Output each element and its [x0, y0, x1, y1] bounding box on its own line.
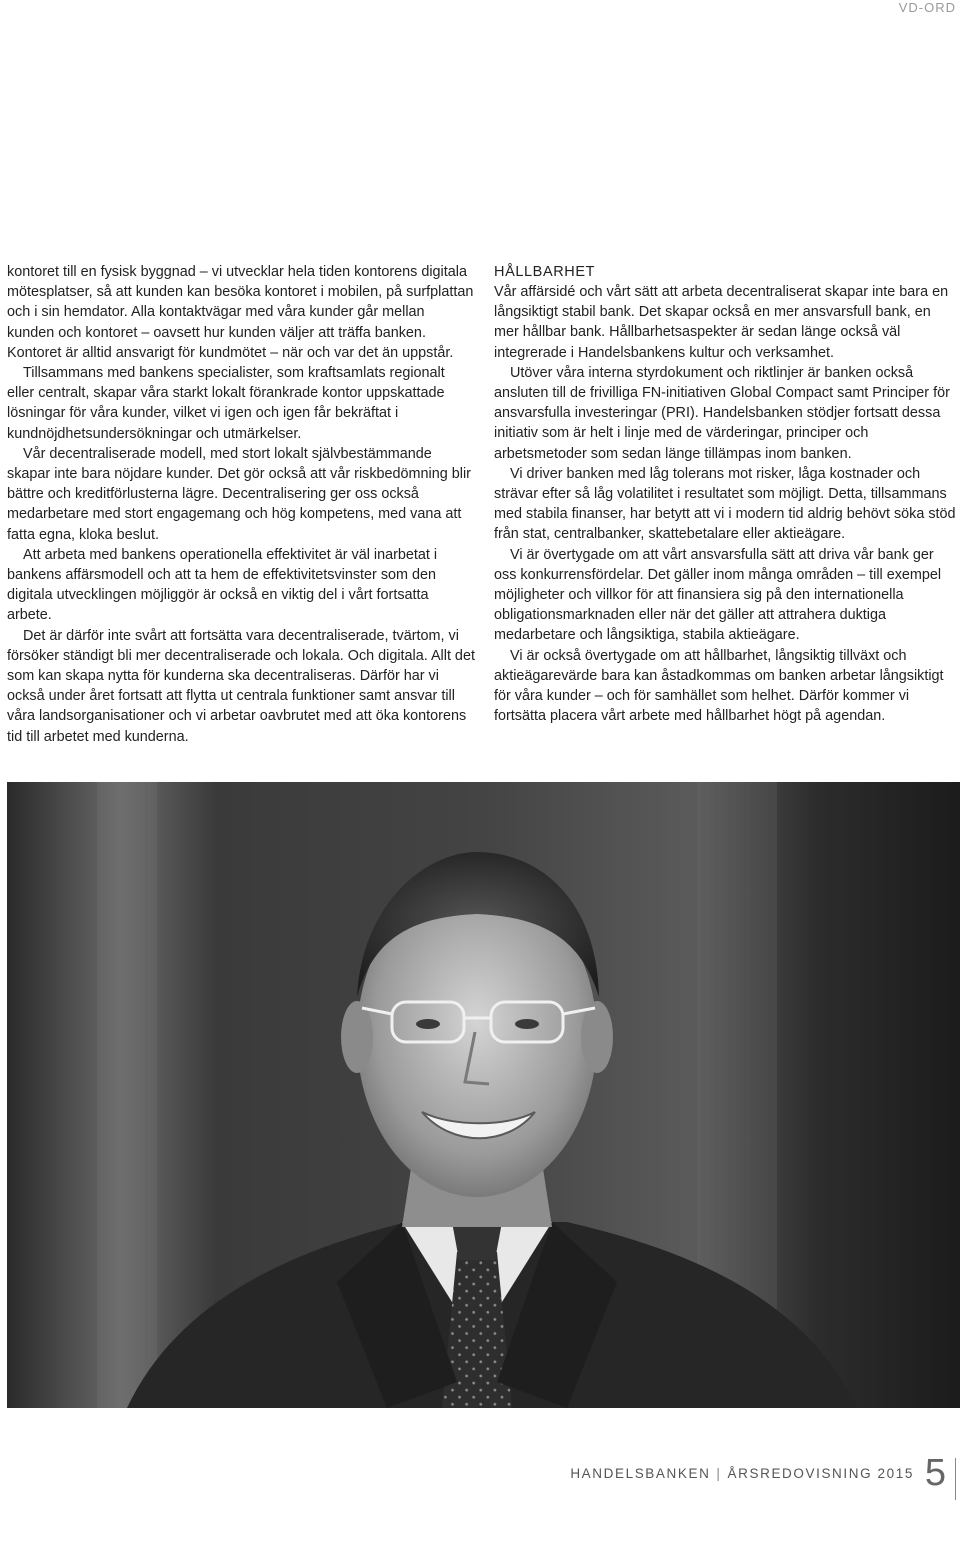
section-tag: VD-ORD [898, 0, 956, 15]
page-number-rule [955, 1458, 956, 1500]
page-number: 5 [924, 1452, 946, 1494]
paragraph: Det är därför inte svårt att fortsätta vara decentraliserade, tvärtom, vi försöker ständigt bli mer decentraliserade och lokala. Och digitala. Allt det som kan skapa nytta för kunderna ska decentraliseras. Därför har vi också under året fortsatt att flytta ut centrala funktioner samt ansvar till våra landsorganisationer och vi arbetar oavbrutet med att öka kontorens tid till arbetet med kunderna. [7, 627, 475, 745]
paragraph: Tillsammans med bankens specialister, som kraftsamlats regionalt eller centralt, skapar våra starkt lokalt förankrade kontor uppskattade lösningar för våra kunder, vilket vi igen och igen får bekräftat i kundnöjdhetsundersökningar och utmärkelser. [7, 365, 445, 442]
page-footer [520, 1452, 960, 1502]
paragraph: Vår decentraliserade modell, med stort lokalt självbestämmande skapar inte bara nöjdare kunder. Det gör också att vår riskbedömning blir bättre och kreditförlusterna lägre. Decentralisering ger oss också medarbetare med stort engagemang och hög kompetens, med vana att fatta egna, kloka beslut. [7, 445, 471, 543]
left-text-column [7, 262, 475, 747]
paragraph: kontoret till en fysisk byggnad – vi utvecklar hela tiden kontorens digitala mötesplatser, så att kunden kan besöka kontoret i mobilen, på surfplattan och i sin hemdator. Alla kontaktvägar med våra kunder går mellan kunden och kontoret – oavsett hur kunden väljer att träffa banken. Kontoret är alltid ansvarigt för kundmötet – när och var det än uppstår. [7, 264, 474, 361]
footer-brand: HANDELSBANKEN [570, 1466, 711, 1481]
footer-brand-line [570, 1466, 914, 1481]
footer-separator: | [716, 1466, 722, 1481]
portrait-illustration [7, 782, 960, 1408]
paragraph: Att arbeta med bankens operationella effektivitet är väl inarbetat i bankens affärsmodell och att ta hem de effektivitetsvinster som den digitala utvecklingen möjliggör är också en viktig del i vårt fortsatta arbete. [7, 546, 438, 624]
paragraph: Utöver våra interna styrdokument och riktlinjer är banken också ansluten till de frivilliga FN-initiativen Global Compact samt Principer för ansvarsfulla investeringar (PRI). Handelsbanken stödjer fortsatt dessa initiativ som är helt i linje med de värderingar, principer och arbetsmetoder som sedan länge tillämpas inom banken. [494, 364, 950, 462]
right-text-column [494, 262, 956, 726]
section-heading: HÅLLBARHET [494, 264, 596, 280]
paragraph: Vi är övertygade om att vårt ansvarsfulla sätt att driva vår bank ger oss konkurrensfördelar. Det gäller inom många områden – till exempel möjligheter och villkor för att finansiera sig på den internationella obligationsmarknaden eller när det gäller att attrahera duktiga medarbetare och långsiktiga, stabila aktieägare. [494, 546, 942, 644]
paragraph: Vi driver banken med låg tolerans mot risker, låga kostnader och strävar efter så låg volatilitet i resultatet som möjligt. Detta, tillsammans med stabila finanser, har betytt att vi i modern tid aldrig behövt söka stöd från stat, centralbanker, skattebetalare eller aktieägare. [494, 465, 956, 543]
paragraph: Vår affärsidé och vårt sätt att arbeta decentraliserat skapar inte bara en långsiktigt stabil bank. Det skapar också en mer ansvarsfull bank, en mer hållbar bank. Hållbarhetsaspekter är sedan länge också väl integrerade i Handelsbankens kultur och verksamhet. [494, 284, 949, 361]
footer-report-title: ÅRSREDOVISNING 2015 [727, 1466, 914, 1481]
portrait-photo [7, 782, 960, 1408]
paragraph: Vi är också övertygade om att hållbarhet, långsiktig tillväxt och aktieägarevärde bara kan åstadkommas om banken arbetar långsiktigt för våra kunder – och för samhället som helhet. Därför kommer vi fortsätta placera vårt arbete med hållbarhet högt på agendan. [494, 647, 944, 725]
